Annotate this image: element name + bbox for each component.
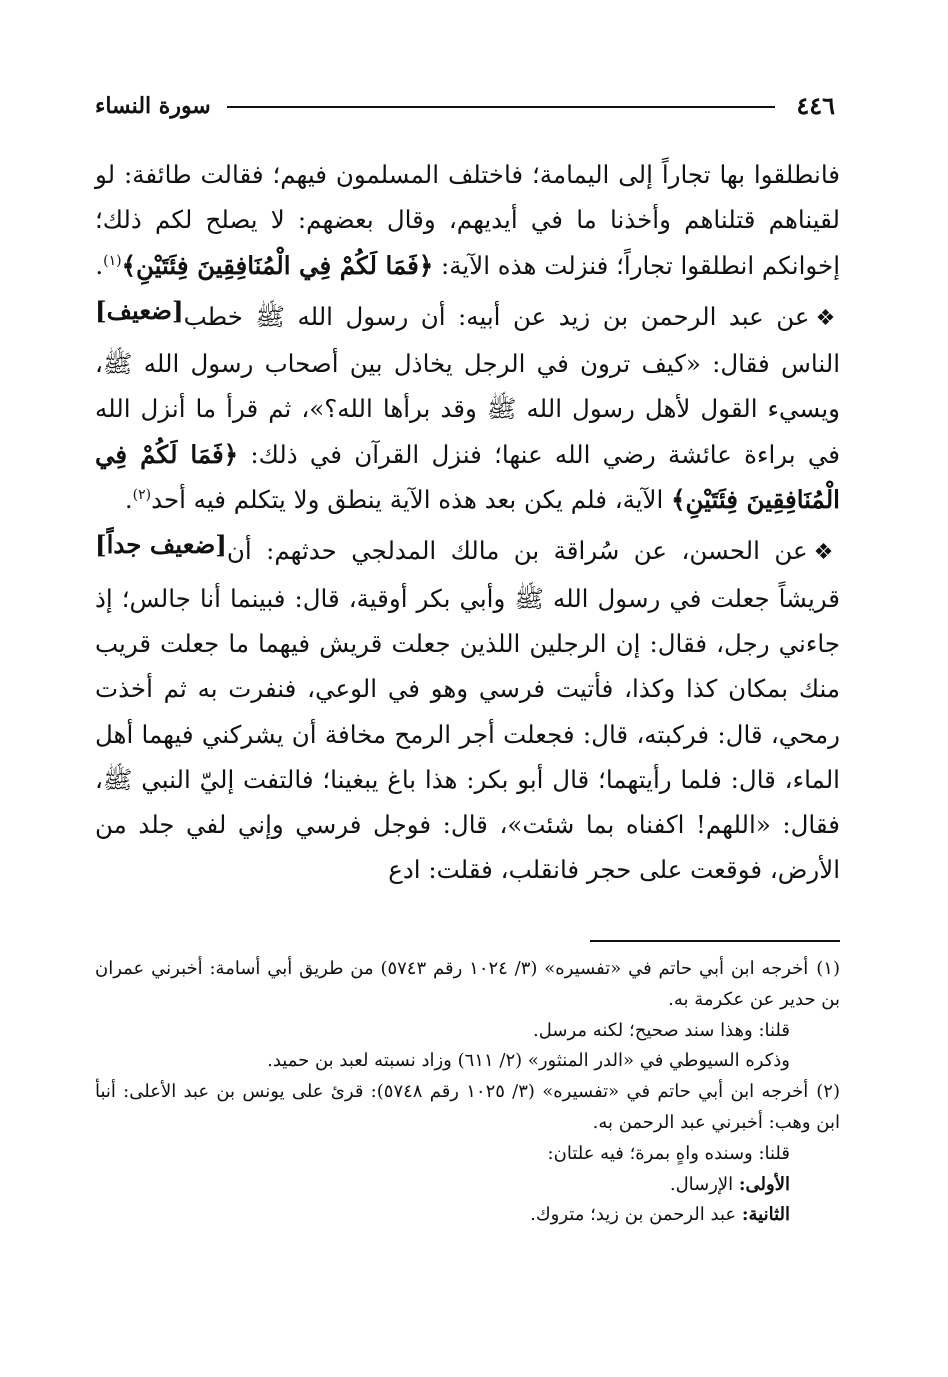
page-header [95,88,835,124]
header-rule [227,106,775,108]
footnote-2-line-2: قلنا: وسنده واهٍ بمرة؛ فيه علتان: [547,1142,790,1164]
paragraph-2-end: . [124,485,133,515]
paragraph-1-text: فانطلقوا بها تجاراً إلى اليمامة؛ فاختلف المسلمون فيهم؛ فقالت طائفة: لو لقيناهم قتلناهم وأخذنا ما في أيديهم، وقال بعضهم: لا يصلح لكم ذلك؛ إخوانكم انطلقوا تجاراً؛ فنزلت هذه الآية: [95,160,840,280]
second-reason-text: عبد الرحمن بن زيد؛ متروك. [530,1204,742,1226]
grade-label: [ضعيف جداً] [95,530,227,560]
paragraph-2-text: عن عبد الرحمن بن زيد عن أبيه: أن رسول الله ﷺ خطب الناس فقال: «كيف ترون في الرجل يخاذل بين أصحاب رسول الله ﷺ، ويسيء القول لأهل رسول الله ﷺ وقد برأها الله؟»، ثم قرأ ما أنزل الله في براءة عائشة رضي الله عنها؛ فنزل القرآن في ذلك: [95,301,840,469]
paragraph-1 [95,152,840,325]
quran-verse: ﴿فَمَا لَكُمْ فِي الْمُنَافِقِينَ فِئَتَيْنِ﴾ [121,250,434,280]
footnote-1-line-3: وذكره السيوطي في «الدر المنثور» (٢/ ٦١١) وزاد نسبته لعبد بن حميد. [267,1050,790,1072]
footnote-1-text: أخرجه ابن أبي حاتم في «تفسيره» (٣/ ١٠٢٤ رقم ٥٧٤٣) من طريق أبي أسامة: أخبرني عمران بن حدير عن عكرمة به. [95,958,840,1010]
first-reason-text: الإرسال. [669,1173,739,1195]
footnote-2 [95,1077,840,1139]
footnotes [95,954,840,1231]
page-number: ٤٤٦ [796,91,835,120]
footnote-number: (٢) [816,1081,840,1103]
paragraph-2-text-2: الآية، فلم يكن بعد هذه الآية ينطق ولا يتكلم فيه أحد [151,485,672,515]
second-reason-label: الثانية: [741,1204,790,1226]
paragraph-3 [95,528,840,892]
footnote-number: (١) [816,958,840,979]
footnote-2-first-reason [95,1170,840,1201]
footnote-1-line-2: قلنا: وهذا سند صحيح؛ لكنه مرسل. [533,1019,790,1041]
footnote-ref-1: (١) [103,252,122,269]
surah-title: سورة النساء [95,93,211,119]
paragraph-2 [95,294,840,560]
first-reason-label: الأولى: [738,1173,790,1195]
paragraph-3-text: عن الحسن، عن سُراقة بن مالك المدلجي حدثهم: أن قريشاً جعلت في رسول الله ﷺ وأبي بكر أوقية، قال: فبينما أنا جالس؛ إذ جاءني رجل، فقال: إن الرجلين اللذين جعلت قريش فيهما ما جعلت قريب منك بمكان كذا وكذا، فأتيت فرسي وهو في الوعي، فنفرت به ثم أخذت رمحي، قال: فركبته، قال: فجعلت أجر الرمح مخافة أن يشركني فيهما أهل الماء، قال: فلما رأيتهما؛ قال أبو بكر: هذا باغ يبغينا؛ فالتفت إليّ النبي ﷺ، فقال: «اللهم! اكفناه بما شئت»، قال: فوجل فرسي وإني لفي جلد من الأرض، فوقعت على حجر فانقلب، فقلت: ادع [95,536,840,885]
footnote-2-second-reason [95,1200,840,1231]
footnote-ref-2: (٢) [132,486,152,503]
diamond-bullet-icon: ❖ [813,540,840,566]
footnote-1 [95,954,840,1016]
footnote-separator [590,940,840,942]
main-text [95,152,840,893]
diamond-bullet-icon: ❖ [815,305,840,331]
quran-verse: ﴿فَمَا لَكُمْ فِي الْمُنَافِقِينَ فِئَتَيْنِ﴾ [95,439,840,515]
grade-label: [ضعيف] [95,295,184,325]
paragraph-1-end: . [95,250,104,280]
footnote-2-text: أخرجه ابن أبي حاتم في «تفسيره» (٣/ ١٠٢٥ رقم ٥٧٤٨): قرئ على يونس بن عبد الأعلى: أنبأ ابن وهب: أخبرني عبد الرحمن به. [95,1081,840,1133]
